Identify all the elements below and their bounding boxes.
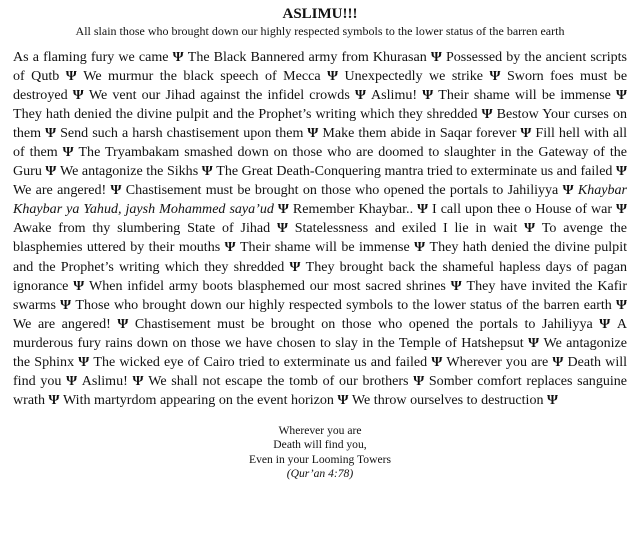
psi-separator-icon: Ψ bbox=[45, 163, 57, 180]
psi-separator-icon: Ψ bbox=[552, 353, 564, 370]
psi-separator-icon: Ψ bbox=[430, 49, 442, 65]
lyric-segment: They hath denied the divine pulpit and the Prophet’s writing which they shredded bbox=[13, 106, 478, 123]
psi-separator-icon: Ψ bbox=[110, 182, 122, 199]
psi-separator-icon: Ψ bbox=[132, 372, 144, 389]
psi-separator-icon: Ψ bbox=[450, 277, 462, 294]
lyric-segment: Send such a harsh chastisement upon them bbox=[60, 125, 304, 142]
lyric-segment: The Black Bannered army from Khurasan bbox=[187, 49, 427, 65]
lyric-segment: With martyrdom appearing on the event horizon bbox=[62, 391, 334, 408]
psi-separator-icon: Ψ bbox=[62, 144, 74, 161]
lyric-segment: The Tryambakam smashed down on those who are doomed to slaughter in the Gateway of the Guru bbox=[13, 144, 627, 180]
psi-separator-icon: Ψ bbox=[72, 87, 84, 104]
lyric-segment: Somber comfort replaces sanguine wrath bbox=[13, 372, 628, 408]
lyric-segment: A murderous fury rains down on those we have chosen to slay in the Temple of Hatshepsut bbox=[13, 315, 627, 351]
closing-line-1: Wherever you are bbox=[278, 423, 362, 437]
psi-separator-icon: Ψ bbox=[431, 353, 443, 370]
lyric-segment: We murmur the black speech of Mecca bbox=[83, 68, 321, 85]
lyric-segment: Statelessness and exiled I lie in wait bbox=[294, 220, 518, 237]
psi-separator-icon: Ψ bbox=[422, 87, 434, 104]
psi-separator-icon: Ψ bbox=[616, 87, 628, 104]
lyric-segment: Wherever you are bbox=[446, 353, 549, 370]
closing-citation: (Qur’an 4:78) bbox=[286, 467, 354, 481]
lyric-segment: The Great Death-Conquering mantra tried to exterminate us and failed bbox=[216, 163, 613, 180]
psi-separator-icon: Ψ bbox=[117, 315, 129, 332]
psi-separator-icon: Ψ bbox=[327, 68, 339, 85]
psi-separator-icon: Ψ bbox=[65, 68, 77, 85]
lyric-segment: We antagonize the Sphinx bbox=[13, 334, 628, 370]
psi-separator-icon: Ψ bbox=[337, 391, 349, 408]
lyric-segment: Their shame will be immense bbox=[438, 87, 611, 104]
lyric-segment: Their shame will be immense bbox=[239, 239, 410, 256]
psi-separator-icon: Ψ bbox=[354, 87, 366, 104]
closing-line-3: Even in your Looming Towers bbox=[249, 452, 391, 466]
psi-separator-icon: Ψ bbox=[562, 182, 574, 199]
psi-separator-icon: Ψ bbox=[289, 258, 301, 275]
psi-separator-icon: Ψ bbox=[616, 296, 628, 313]
psi-separator-icon: Ψ bbox=[66, 372, 78, 389]
lyric-segment: Sworn foes must be destroyed bbox=[13, 68, 628, 104]
psi-separator-icon: Ψ bbox=[616, 163, 627, 180]
psi-separator-icon: Ψ bbox=[520, 125, 532, 142]
lyric-segment: I call upon thee o House of war bbox=[432, 201, 613, 218]
lyric-segment: We antagonize the Sikhs bbox=[59, 163, 199, 180]
lyric-segment: They brought back the shameful hapless days of pagan ignorance bbox=[13, 258, 627, 294]
psi-separator-icon: Ψ bbox=[599, 315, 611, 332]
lyric-segment: Aslimu! bbox=[371, 87, 418, 104]
closing-line-2: Death will find you, bbox=[273, 438, 367, 452]
lyric-segment: They hath denied the divine pulpit and the Prophet’s writing which they shredded bbox=[13, 239, 628, 275]
psi-separator-icon: Ψ bbox=[414, 239, 426, 256]
psi-separator-icon: Ψ bbox=[224, 239, 236, 256]
closing-quote bbox=[13, 424, 627, 482]
psi-separator-icon: Ψ bbox=[276, 220, 288, 237]
lyric-segment: We are angered! bbox=[13, 315, 111, 332]
lyric-segment: The wicked eye of Cairo tried to exterminate us and failed bbox=[93, 353, 428, 370]
psi-separator-icon: Ψ bbox=[417, 201, 429, 218]
page-subtitle: All slain those who brought down our highly respected symbols to the lower status of the barren earth bbox=[75, 24, 565, 38]
lyric-segment: Khaybar Khaybar ya Yahud, jaysh Mohammed saya’ud bbox=[13, 182, 627, 218]
lyric-segment: We shall not escape the tomb of our brothers bbox=[148, 372, 409, 389]
psi-separator-icon: Ψ bbox=[45, 125, 57, 142]
psi-separator-icon: Ψ bbox=[481, 106, 493, 123]
psi-separator-icon: Ψ bbox=[528, 334, 540, 351]
lyric-segment: Awake from thy slumbering State of Jihad bbox=[13, 220, 271, 237]
lyric-segment: To avenge the blasphemies uttered by their mouths bbox=[13, 220, 627, 256]
psi-separator-icon: Ψ bbox=[201, 163, 213, 180]
lyric-segment: Chastisement must be brought on those who opened the portals to Jahiliyya bbox=[134, 315, 593, 332]
page-title: ASLIMU!!! bbox=[282, 6, 358, 22]
lyric-segment: Unexpectedly we strike bbox=[344, 68, 484, 85]
psi-separator-icon: Ψ bbox=[48, 391, 60, 408]
psi-separator-icon: Ψ bbox=[524, 220, 536, 237]
lyric-segment: We throw ourselves to destruction bbox=[351, 391, 544, 408]
lyric-segment: Aslimu! bbox=[81, 372, 128, 389]
lyrics-body bbox=[13, 48, 627, 410]
lyric-segment: They have invited the Kafir swarms bbox=[13, 277, 628, 313]
lyric-segment: Possessed by the ancient scripts of Qutb bbox=[13, 49, 628, 85]
psi-separator-icon: Ψ bbox=[172, 49, 184, 65]
psi-separator-icon: Ψ bbox=[78, 353, 90, 370]
psi-separator-icon: Ψ bbox=[413, 372, 425, 389]
lyric-segment: When infidel army boots blasphemed our most sacred shrines bbox=[89, 277, 446, 294]
lyric-segment: Remember Khaybar.. bbox=[292, 201, 414, 218]
psi-separator-icon: Ψ bbox=[60, 296, 72, 313]
psi-separator-icon: Ψ bbox=[277, 201, 289, 218]
lyric-segment: We are angered! bbox=[13, 182, 107, 199]
lyric-segment: Fill hell with all of them bbox=[13, 125, 628, 161]
lyric-segment: As a flaming fury we came bbox=[13, 49, 169, 65]
lyric-segment: We vent our Jihad against the infidel crowds bbox=[88, 87, 350, 104]
lyric-segment: Those who brought down our highly respected symbols to the lower status of the barren earth bbox=[75, 296, 612, 313]
psi-separator-icon: Ψ bbox=[616, 201, 627, 218]
psi-separator-icon: Ψ bbox=[489, 68, 501, 85]
lyric-segment: Death will find you bbox=[13, 353, 628, 389]
lyric-segment: Make them abide in Saqar forever bbox=[322, 125, 517, 142]
lyric-segment: Chastisement must be brought on those who opened the portals to Jahiliyya bbox=[125, 182, 559, 199]
psi-separator-icon: Ψ bbox=[307, 125, 319, 142]
psi-separator-icon: Ψ bbox=[73, 277, 85, 294]
lyric-segment: Bestow Your curses on them bbox=[13, 106, 627, 142]
psi-separator-icon: Ψ bbox=[547, 391, 558, 408]
